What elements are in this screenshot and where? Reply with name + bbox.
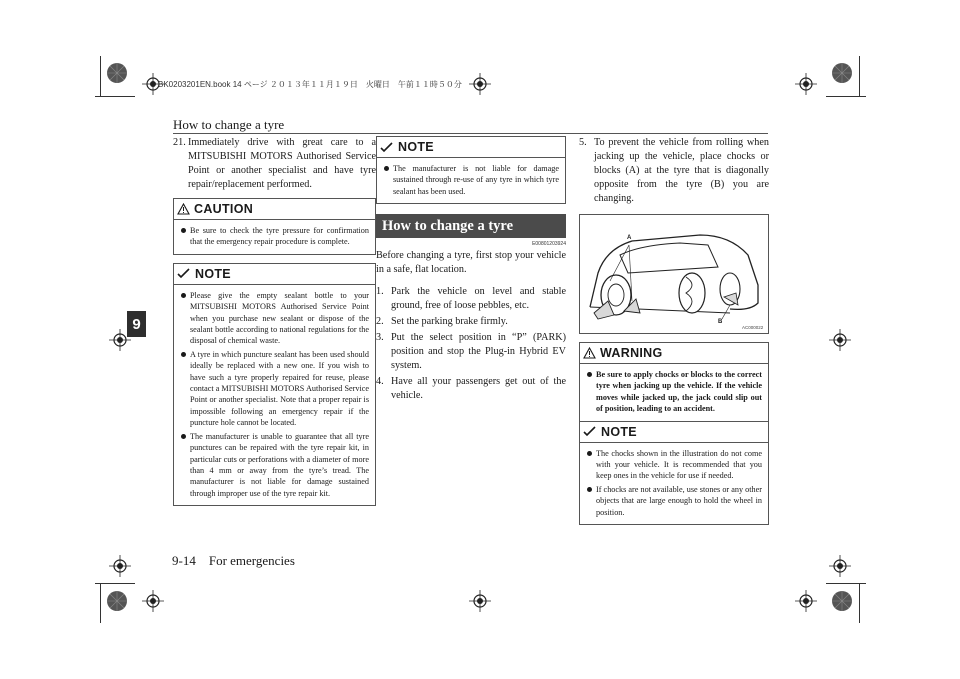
step-item: 1. Park the vehicle on level and stable ground, free of loose pebbles, etc. (376, 286, 566, 312)
note-pencil-icon (177, 268, 191, 279)
corner-dot-bottom-right (831, 590, 853, 612)
target-mid-right (829, 329, 851, 351)
note-header-middle (377, 137, 565, 157)
target-bottom-left (142, 590, 164, 612)
left-column (173, 136, 376, 506)
note-list-middle (377, 158, 565, 203)
target-lower-right (829, 555, 851, 577)
warning-box (579, 342, 769, 422)
corner-dot-top-left (106, 62, 128, 84)
caution-header (174, 199, 375, 219)
intro-text: Before changing a tyre, first stop your vehicle in a safe, flat location. (376, 250, 566, 276)
section-heading-bar (376, 214, 566, 238)
step-5-text: To prevent the vehicle from rolling when jacking up the vehicle, place chocks or blocks (A) at the tyre that is diagonally opposite from the tyre (B) you are changing. (594, 137, 769, 204)
vehicle-chock-drawing (580, 215, 768, 333)
figure-label-a: A (627, 235, 632, 241)
step-5-number: 5. (579, 137, 587, 148)
note-list-right (580, 443, 768, 524)
section-name: For emergencies (208, 553, 295, 568)
figure-label-b: B (718, 319, 723, 325)
caution-triangle-icon (177, 203, 190, 215)
section-heading: How to change a tyre (382, 217, 514, 234)
target-top-center (469, 73, 491, 95)
page-title: How to change a tyre (173, 117, 285, 132)
caution-label: CAUTION (194, 202, 254, 216)
section-code: E00801203924 (532, 241, 566, 248)
corner-dot-bottom-left (106, 590, 128, 612)
note-item: If chocks are not available, use stones or any other objects that are large enough to hold the wheel in position. (586, 484, 762, 518)
warning-header (580, 343, 768, 363)
note-item: The manufacturer is not liable for damage sustained through re-use of any tyre in which tyre sealant has been used. (383, 163, 559, 197)
target-bottom-center (469, 590, 491, 612)
note-pencil-icon (583, 426, 597, 437)
caution-item: Be sure to check the tyre pressure for confirmation that the emergency repair procedure is complete. (180, 225, 369, 248)
right-column (579, 136, 769, 525)
middle-column (376, 136, 566, 405)
step-21 (173, 136, 376, 192)
step-5 (579, 136, 769, 206)
target-top-right (795, 73, 817, 95)
caution-list (174, 220, 375, 254)
step-21-number: 21. (173, 137, 186, 148)
figure-code: AC000022 (742, 325, 764, 330)
page-number-section (172, 553, 295, 569)
step-item: 2. Set the parking brake firmly. (376, 316, 508, 328)
note-item: The manufacturer is unable to guarantee that all tyre punctures can be repaired with the tyre repair kit, in particular cuts or perforations with a diameter of more than 4 mm or away from the tyre’s tread. The manufacturer is not liable for damage sustained through improper use of the tyre repair kit. (180, 431, 369, 499)
warning-item: Be sure to apply chocks or blocks to the correct tyre when jacking up the vehicle. If the vehicle moves while jacked up, the jack could slip out of position, leading to an accident. (586, 369, 762, 415)
file-info: BK0203201EN.book 14 ページ ２０１３年１１月１９日 火曜日 午前１１時５０分 (158, 80, 462, 89)
note-list-left (174, 285, 375, 505)
header-rule (173, 133, 768, 134)
warning-label: WARNING (600, 346, 663, 360)
note-box-middle (376, 136, 566, 204)
note-label-right: NOTE (601, 424, 637, 439)
caution-box (173, 198, 376, 255)
step-item: 3. Put the select position in “P” (PARK) position and stop the Plug-in Hybrid EV system. (376, 332, 566, 372)
steps-list (376, 285, 566, 403)
wheel-chock-illustration (579, 214, 769, 334)
note-header-left (174, 264, 375, 284)
note-box-left (173, 263, 376, 506)
note-label-left: NOTE (195, 266, 231, 281)
corner-dot-top-right (831, 62, 853, 84)
warning-triangle-icon (583, 347, 596, 359)
step-item: 4. Have all your passengers get out of the vehicle. (376, 376, 566, 402)
warning-list (580, 364, 768, 421)
page-number: 9-14 (172, 553, 196, 568)
target-bottom-right (795, 590, 817, 612)
note-item: Please give the empty sealant bottle to your MITSUBISHI MOTORS Authorised Service Point when you purchase new sealant or dispose of the sealant bottle according to national regulations for the disposal of chemical waste. (180, 290, 369, 347)
note-label-middle: NOTE (398, 140, 434, 154)
note-item: A tyre in which puncture sealant has been used should ideally be replaced with a new one. If you wish to have such a tyre properly repaired for reuse, please contact a MITSUBISHI MOTORS Authorised Service Point or another specialist. Note that a proper repair is impossible following an emergency repair if the puncture hole cannot be located. (180, 349, 369, 429)
note-item: The chocks shown in the illustration do not come with your vehicle. It is recommended that you keep ones in the vehicle for use if needed. (586, 448, 762, 482)
target-lower-left (109, 555, 131, 577)
note-header-right (580, 422, 768, 442)
step-21-text: Immediately drive with great care to a MITSUBISHI MOTORS Authorised Service Point or another specialist and have tyre repair/replacement performed. (188, 137, 376, 190)
chapter-tab: 9 (127, 311, 146, 337)
note-pencil-icon (380, 142, 394, 153)
note-box-right (579, 422, 769, 525)
